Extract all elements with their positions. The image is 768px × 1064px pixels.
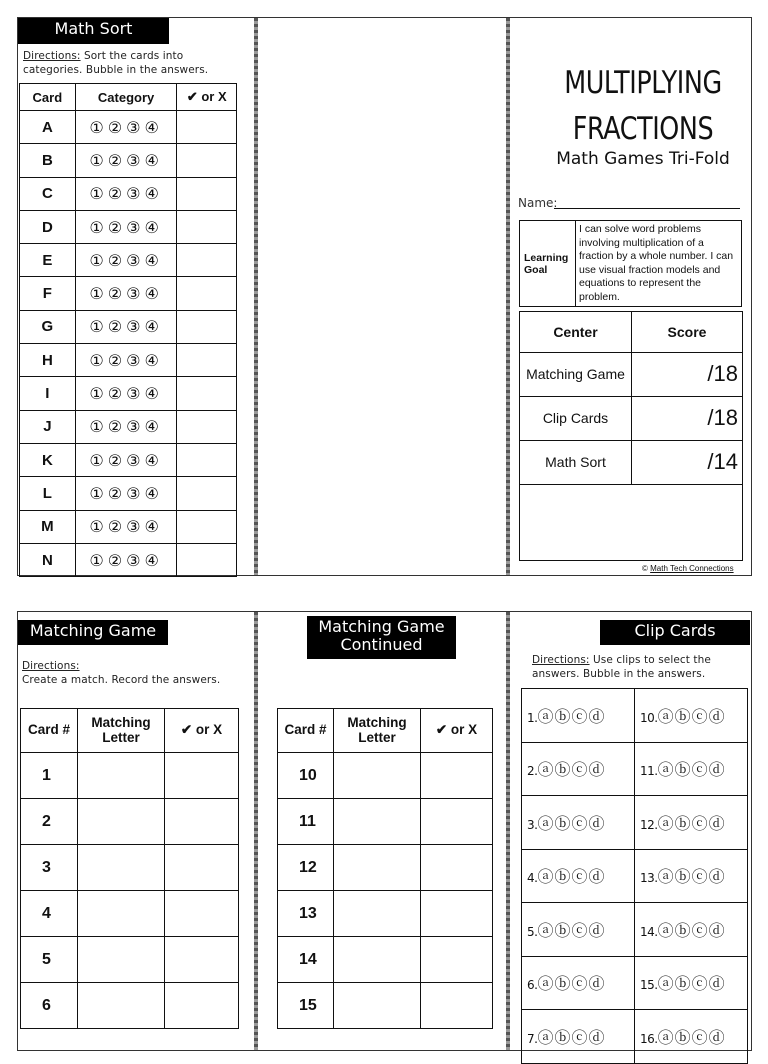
col-card-number: Card #: [278, 709, 334, 753]
matching-letter-cell[interactable]: [78, 937, 165, 983]
category-bubbles[interactable]: ①②③④: [75, 510, 177, 543]
matching-letter-cell[interactable]: [78, 753, 165, 799]
center-name: Math Sort: [520, 440, 632, 484]
center-score[interactable]: /18: [632, 396, 743, 440]
table-row: [21, 891, 239, 937]
matching-game-title: Matching Game: [18, 620, 168, 645]
cover-subtitle: Math Games Tri-Fold: [556, 149, 730, 169]
question-number: 2.: [527, 764, 538, 779]
matching-letter-cell[interactable]: [78, 983, 165, 1029]
card-letter: I: [20, 377, 76, 410]
math-sort-table: [19, 83, 237, 577]
col-matching-letter: Matching Letter: [78, 709, 165, 753]
category-bubbles[interactable]: ①②③④: [75, 443, 177, 476]
table-row: [522, 796, 748, 850]
matching-table: [20, 708, 239, 1029]
table-row: [21, 845, 239, 891]
question-number: 7.: [527, 1031, 538, 1046]
col-category: Category: [75, 84, 177, 111]
answer-bubbles[interactable]: ⓐⓑⓒⓓ: [537, 760, 606, 780]
answer-bubbles[interactable]: ⓐⓑⓒⓓ: [657, 1027, 726, 1047]
clip-card-cell[interactable]: [635, 849, 748, 903]
table-row: [278, 983, 493, 1029]
check-cell[interactable]: [177, 510, 237, 543]
clip-card-cell[interactable]: [635, 689, 748, 743]
math-sort-directions: [23, 49, 243, 77]
clip-card-cell[interactable]: [635, 956, 748, 1010]
clip-card-cell[interactable]: [522, 1010, 635, 1064]
table-row: [20, 510, 237, 543]
table-row: [21, 983, 239, 1029]
table-row: [522, 689, 748, 743]
card-letter: D: [20, 210, 76, 243]
check-cell[interactable]: [165, 753, 239, 799]
question-number: 14.: [640, 924, 658, 939]
notes-cell[interactable]: [520, 484, 743, 560]
answer-bubbles[interactable]: ⓐⓑⓒⓓ: [657, 974, 726, 994]
clip-card-cell[interactable]: [522, 956, 635, 1010]
answer-bubbles[interactable]: ⓐⓑⓒⓓ: [657, 867, 726, 887]
card-number: 13: [278, 891, 334, 937]
question-number: 4.: [527, 871, 538, 886]
matching-letter-cell[interactable]: [334, 937, 421, 983]
answer-bubbles[interactable]: ⓐⓑⓒⓓ: [657, 813, 726, 833]
category-bubbles[interactable]: ①②③④: [75, 477, 177, 510]
card-number: 4: [21, 891, 78, 937]
answer-bubbles[interactable]: ⓐⓑⓒⓓ: [657, 706, 726, 726]
center-score[interactable]: /14: [632, 440, 743, 484]
col-center: Center: [520, 312, 632, 353]
card-letter: G: [20, 310, 76, 343]
name-field[interactable]: [554, 208, 740, 209]
answer-bubbles[interactable]: ⓐⓑⓒⓓ: [537, 813, 606, 833]
table-row: [20, 477, 237, 510]
fold-line: [506, 612, 510, 1050]
check-cell[interactable]: [177, 310, 237, 343]
col-score: Score: [632, 312, 743, 353]
table-row: [20, 377, 237, 410]
fold-line: [254, 612, 258, 1050]
card-letter: F: [20, 277, 76, 310]
table-row: [21, 799, 239, 845]
table-row: [20, 210, 237, 243]
col-card-number: Card #: [21, 709, 78, 753]
table-row: [522, 1010, 748, 1064]
matching-letter-cell[interactable]: [334, 845, 421, 891]
card-number: 3: [21, 845, 78, 891]
question-number: 16.: [640, 1031, 658, 1046]
question-number: 6.: [527, 978, 538, 993]
check-cell[interactable]: [177, 277, 237, 310]
col-check: ✔ or X: [421, 709, 493, 753]
question-number: 5.: [527, 924, 538, 939]
check-cell[interactable]: [177, 410, 237, 443]
check-cell[interactable]: [421, 799, 493, 845]
table-row: [20, 244, 237, 277]
learning-goal-text: I can solve word problems involving multiplication of a fraction by a whole number. I can use visual fraction models and equations to represent the problem.: [576, 221, 742, 307]
matching-letter-cell[interactable]: [334, 799, 421, 845]
check-cell[interactable]: [421, 983, 493, 1029]
check-cell[interactable]: [165, 983, 239, 1029]
table-row: [20, 543, 237, 576]
clip-card-cell[interactable]: [635, 796, 748, 850]
directions-label: Directions:: [23, 50, 81, 62]
card-letter: B: [20, 144, 76, 177]
directions-text: Use clips to select the answers. Bubble in the answers.: [532, 654, 711, 680]
card-number: 15: [278, 983, 334, 1029]
center-name: Matching Game: [520, 352, 632, 396]
copyright-symbol: ©: [642, 564, 648, 573]
matching-letter-cell[interactable]: [78, 891, 165, 937]
clip-card-cell[interactable]: [522, 689, 635, 743]
question-number: 13.: [640, 871, 658, 886]
card-number: 5: [21, 937, 78, 983]
table-row: [520, 440, 743, 484]
table-row: [522, 903, 748, 957]
clip-card-cell[interactable]: [522, 849, 635, 903]
table-row: [278, 891, 493, 937]
matching-letter-cell[interactable]: [334, 753, 421, 799]
matching-directions: [22, 659, 242, 687]
card-number: 1: [21, 753, 78, 799]
answer-bubbles[interactable]: ⓐⓑⓒⓓ: [537, 1027, 606, 1047]
title-line-2: FRACTIONS: [572, 111, 714, 147]
category-bubbles[interactable]: ①②③④: [75, 277, 177, 310]
question-number: 1.: [527, 710, 538, 725]
table-row: [20, 443, 237, 476]
name-label: Name:: [518, 196, 558, 210]
card-letter: J: [20, 410, 76, 443]
category-bubbles[interactable]: ①②③④: [75, 377, 177, 410]
clip-cards-title: Clip Cards: [600, 620, 750, 645]
table-row: [278, 845, 493, 891]
table-row: [20, 277, 237, 310]
question-number: 11.: [640, 764, 658, 779]
fold-line: [254, 18, 258, 575]
check-cell[interactable]: [177, 377, 237, 410]
table-row: [21, 937, 239, 983]
table-header-row: [520, 312, 743, 353]
answer-bubbles[interactable]: ⓐⓑⓒⓓ: [537, 920, 606, 940]
card-letter: H: [20, 344, 76, 377]
card-number: 11: [278, 799, 334, 845]
table-row: [20, 410, 237, 443]
title-line-1: MULTIPLYING: [564, 65, 722, 101]
table-header-row: [278, 709, 493, 753]
score-table: [519, 311, 743, 561]
card-letter: C: [20, 177, 76, 210]
directions-text: Sort the cards into categories. Bubble in the answers.: [23, 50, 209, 76]
card-number: 6: [21, 983, 78, 1029]
category-bubbles[interactable]: ①②③④: [75, 144, 177, 177]
fold-line: [506, 18, 510, 575]
answer-bubbles[interactable]: ⓐⓑⓒⓓ: [657, 760, 726, 780]
card-letter: A: [20, 111, 76, 144]
category-bubbles[interactable]: ①②③④: [75, 244, 177, 277]
matching-letter-cell[interactable]: [78, 845, 165, 891]
check-cell[interactable]: [177, 477, 237, 510]
table-row: [522, 742, 748, 796]
bottom-sheet: [17, 611, 752, 1051]
question-number: 15.: [640, 978, 658, 993]
answer-bubbles[interactable]: ⓐⓑⓒⓓ: [537, 706, 606, 726]
clip-card-cell[interactable]: [635, 903, 748, 957]
card-number: 10: [278, 753, 334, 799]
col-check: ✔ or X: [177, 84, 237, 111]
matching-continued-title: Matching Game Continued: [307, 616, 456, 659]
category-bubbles[interactable]: ①②③④: [75, 210, 177, 243]
check-cell[interactable]: [421, 937, 493, 983]
category-bubbles[interactable]: ①②③④: [75, 410, 177, 443]
answer-bubbles[interactable]: ⓐⓑⓒⓓ: [537, 867, 606, 887]
learning-goal-table: [519, 220, 742, 307]
category-bubbles[interactable]: ①②③④: [75, 543, 177, 576]
table-row: [20, 177, 237, 210]
col-card: Card: [20, 84, 76, 111]
card-number: 14: [278, 937, 334, 983]
check-cell[interactable]: [177, 111, 237, 144]
table-row: [21, 753, 239, 799]
center-score[interactable]: /18: [632, 352, 743, 396]
table-row: [522, 956, 748, 1010]
check-cell[interactable]: [165, 891, 239, 937]
copyright: [642, 564, 734, 573]
card-letter: L: [20, 477, 76, 510]
card-number: 12: [278, 845, 334, 891]
check-cell[interactable]: [177, 543, 237, 576]
matching-continued-table: [277, 708, 493, 1029]
directions-text: Create a match. Record the answers.: [22, 674, 221, 686]
table-row: [278, 937, 493, 983]
table-row: [520, 396, 743, 440]
directions-label: Directions:: [22, 660, 80, 672]
clip-directions: [532, 653, 742, 681]
table-row: [278, 753, 493, 799]
check-cell[interactable]: [177, 144, 237, 177]
card-letter: M: [20, 510, 76, 543]
table-row-blank: [520, 484, 743, 560]
matching-letter-cell[interactable]: [78, 799, 165, 845]
category-bubbles[interactable]: ①②③④: [75, 310, 177, 343]
directions-label: Directions:: [532, 654, 590, 666]
check-cell[interactable]: [165, 937, 239, 983]
card-letter: K: [20, 443, 76, 476]
math-sort-title: Math Sort: [18, 18, 169, 44]
card-letter: N: [20, 543, 76, 576]
card-letter: E: [20, 244, 76, 277]
card-number: 2: [21, 799, 78, 845]
table-header-row: [21, 709, 239, 753]
clip-card-cell[interactable]: [635, 742, 748, 796]
category-bubbles[interactable]: ①②③④: [75, 344, 177, 377]
check-cell[interactable]: [165, 799, 239, 845]
clip-card-cell[interactable]: [522, 903, 635, 957]
cover-title: [557, 60, 729, 152]
question-number: 12.: [640, 817, 658, 832]
copyright-text: Math Tech Connections: [650, 564, 734, 573]
check-cell[interactable]: [165, 845, 239, 891]
check-cell[interactable]: [177, 344, 237, 377]
clip-card-cell[interactable]: [522, 796, 635, 850]
check-cell[interactable]: [177, 443, 237, 476]
question-number: 3.: [527, 817, 538, 832]
table-row: [20, 144, 237, 177]
col-check: ✔ or X: [165, 709, 239, 753]
table-row: [20, 310, 237, 343]
matching-letter-cell[interactable]: [334, 891, 421, 937]
check-cell[interactable]: [421, 845, 493, 891]
center-name: Clip Cards: [520, 396, 632, 440]
question-number: 10.: [640, 710, 658, 725]
clip-card-cell[interactable]: [635, 1010, 748, 1064]
table-row: [278, 799, 493, 845]
category-bubbles[interactable]: ①②③④: [75, 111, 177, 144]
col-matching-letter: Matching Letter: [334, 709, 421, 753]
check-cell[interactable]: [177, 210, 237, 243]
check-cell[interactable]: [177, 177, 237, 210]
answer-bubbles[interactable]: ⓐⓑⓒⓓ: [657, 920, 726, 940]
table-row: [522, 849, 748, 903]
table-row: [520, 352, 743, 396]
learning-goal-label: Learning Goal: [520, 221, 576, 307]
category-bubbles[interactable]: ①②③④: [75, 177, 177, 210]
check-cell[interactable]: [177, 244, 237, 277]
matching-letter-cell[interactable]: [334, 983, 421, 1029]
clip-cards-table: [521, 688, 748, 1064]
check-cell[interactable]: [421, 891, 493, 937]
table-row: [20, 111, 237, 144]
clip-card-cell[interactable]: [522, 742, 635, 796]
top-sheet: [17, 17, 752, 576]
answer-bubbles[interactable]: ⓐⓑⓒⓓ: [537, 974, 606, 994]
table-row: [20, 344, 237, 377]
check-cell[interactable]: [421, 753, 493, 799]
table-header-row: [20, 84, 237, 111]
